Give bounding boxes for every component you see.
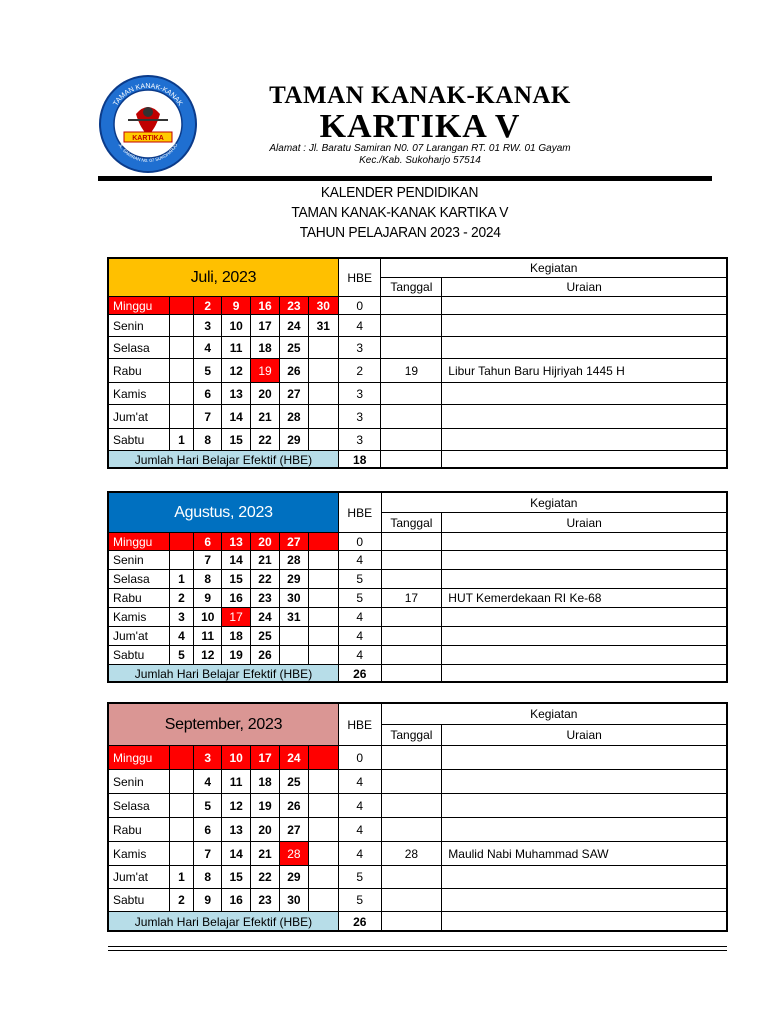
event-date [381,533,442,551]
day-name: Sabtu [109,646,170,665]
event-date [381,866,442,889]
hbe-total-value: 18 [338,451,381,469]
date-cell: 9 [222,297,250,315]
event-description [442,866,727,889]
day-row [109,551,727,570]
footer-divider [108,946,727,951]
date-cell: 31 [280,608,308,627]
day-name: Senin [109,551,170,570]
event-date [381,646,442,665]
day-row [109,842,727,866]
hbe-header: HBE [338,704,381,746]
date-cell: 20 [250,818,279,842]
day-row [109,315,727,337]
date-cell [169,551,193,570]
date-cell [308,608,338,627]
hbe-total-label: Jumlah Hari Belajar Efektif (HBE) [109,912,339,932]
day-name: Senin [109,315,170,337]
day-name: Kamis [109,383,170,405]
date-cell: 1 [169,866,193,889]
hbe-value: 4 [338,646,381,665]
calendar-heading-3: TAHUN PELAJARAN 2023 - 2024 [299,224,501,241]
day-row [109,405,727,429]
date-cell: 25 [280,337,308,359]
day-name: Jum'at [109,627,170,646]
event-date [381,889,442,912]
day-name: Jum'at [109,866,170,889]
date-cell [169,842,193,866]
day-row [109,646,727,665]
event-description [442,608,727,627]
date-cell: 2 [169,889,193,912]
date-cell [308,533,338,551]
date-cell: 30 [280,889,308,912]
event-date [381,429,442,451]
date-cell [308,383,338,405]
date-cell: 10 [194,608,222,627]
date-cell [169,794,193,818]
uraian-header: Uraian [442,513,727,533]
date-cell [308,627,338,646]
date-cell [169,359,193,383]
svg-text:JL. SAMIRAN N0. 07 SUKOHARJO: JL. SAMIRAN N0. 07 SUKOHARJO [117,142,179,164]
day-name: Senin [109,770,170,794]
event-date: 28 [381,842,442,866]
date-cell: 11 [194,627,222,646]
date-cell: 2 [194,297,222,315]
date-cell: 2 [169,589,193,608]
date-cell [308,646,338,665]
date-cell: 24 [280,315,308,337]
date-cell [308,551,338,570]
hbe-total-value: 26 [338,665,381,683]
address-line-2: Kec./Kab. Sukoharjo 57514 [359,155,481,166]
hbe-value: 5 [338,889,381,912]
date-cell: 24 [280,746,308,770]
event-description [442,818,727,842]
hbe-value: 4 [338,842,381,866]
date-cell: 1 [169,570,193,589]
hbe-value: 3 [338,405,381,429]
hbe-value: 4 [338,627,381,646]
hbe-header: HBE [338,493,381,533]
date-cell: 30 [280,589,308,608]
date-cell: 7 [194,842,222,866]
event-date [381,315,442,337]
event-date [381,627,442,646]
event-description: HUT Kemerdekaan RI Ke-68 [442,589,727,608]
date-cell: 18 [222,627,250,646]
event-description [442,383,727,405]
date-cell: 12 [222,794,250,818]
calendar-heading-2: TAMAN KANAK-KANAK KARTIKA V [291,204,509,221]
month-table [108,258,727,469]
date-cell: 20 [250,383,279,405]
date-cell: 21 [250,842,279,866]
event-description: Maulid Nabi Muhammad SAW [442,842,727,866]
date-cell: 16 [222,889,250,912]
date-cell: 12 [222,359,250,383]
date-cell: 11 [222,770,250,794]
month-table [108,703,727,932]
school-name-line1: TAMAN KANAK-KANAK [269,82,571,109]
event-date [381,551,442,570]
date-cell: 10 [222,315,250,337]
date-cell: 4 [194,337,222,359]
date-cell: 29 [280,866,308,889]
month-title: September, 2023 [109,704,339,746]
event-description [442,429,727,451]
date-cell: 9 [194,889,222,912]
date-cell: 6 [194,818,222,842]
date-cell: 17 [250,315,279,337]
date-cell: 5 [194,359,222,383]
empty-cell [381,665,442,683]
hbe-header: HBE [338,259,381,297]
hbe-value: 4 [338,794,381,818]
day-name: Selasa [109,794,170,818]
school-name-line2: KARTIKA V [319,108,521,145]
date-cell: 9 [194,589,222,608]
date-cell: 17 [222,608,250,627]
event-date [381,746,442,770]
hbe-value: 3 [338,429,381,451]
day-name: Minggu [109,533,170,551]
date-cell [308,770,338,794]
date-cell: 6 [194,383,222,405]
date-cell: 14 [222,842,250,866]
date-cell: 15 [222,570,250,589]
date-cell [169,746,193,770]
day-name: Kamis [109,842,170,866]
date-cell [308,746,338,770]
date-cell: 22 [250,429,279,451]
day-row [109,570,727,589]
event-date [381,383,442,405]
event-description [442,889,727,912]
day-name: Minggu [109,746,170,770]
empty-cell [442,665,727,683]
date-cell: 31 [308,315,338,337]
day-name: Rabu [109,589,170,608]
date-cell [308,337,338,359]
date-cell [308,842,338,866]
school-logo [98,74,198,174]
date-cell: 24 [250,608,279,627]
date-cell: 18 [250,770,279,794]
day-name: Selasa [109,570,170,589]
event-date: 17 [381,589,442,608]
event-date [381,337,442,359]
date-cell: 15 [222,866,250,889]
date-cell: 19 [222,646,250,665]
day-name: Selasa [109,337,170,359]
hbe-value: 4 [338,551,381,570]
date-cell: 5 [194,794,222,818]
hbe-value: 0 [338,297,381,315]
date-cell: 7 [194,551,222,570]
date-cell: 3 [194,746,222,770]
event-date [381,608,442,627]
hbe-value: 3 [338,383,381,405]
date-cell: 22 [250,866,279,889]
date-cell: 11 [222,337,250,359]
date-cell: 1 [169,429,193,451]
calendar-heading-1: KALENDER PENDIDIKAN [321,184,479,201]
date-cell: 23 [250,589,279,608]
event-description [442,746,727,770]
date-cell [308,866,338,889]
day-row [109,866,727,889]
tanggal-header: Tanggal [381,725,442,746]
day-row [109,533,727,551]
hbe-value: 5 [338,866,381,889]
date-cell: 8 [194,429,222,451]
date-cell: 27 [280,383,308,405]
hbe-value: 4 [338,608,381,627]
date-cell: 16 [222,589,250,608]
event-date [381,770,442,794]
month-title: Agustus, 2023 [109,493,339,533]
event-date [381,297,442,315]
date-cell [308,429,338,451]
date-cell: 28 [280,551,308,570]
event-description [442,297,727,315]
kegiatan-header: Kegiatan [381,704,726,725]
event-description: Libur Tahun Baru Hijriyah 1445 H [442,359,727,383]
day-row [109,746,727,770]
date-cell [308,589,338,608]
date-cell: 17 [250,746,279,770]
date-cell [169,297,193,315]
date-cell: 4 [194,770,222,794]
event-description [442,315,727,337]
school-address [210,143,630,167]
event-description [442,570,727,589]
date-cell [308,570,338,589]
event-description [442,405,727,429]
day-row [109,608,727,627]
hbe-value: 5 [338,570,381,589]
hbe-value: 0 [338,746,381,770]
date-cell: 28 [280,405,308,429]
svg-text:KARTIKA: KARTIKA [132,135,164,142]
hbe-total-label: Jumlah Hari Belajar Efektif (HBE) [109,665,339,683]
hbe-value: 4 [338,315,381,337]
date-cell: 28 [280,842,308,866]
date-cell: 16 [250,297,279,315]
empty-cell [442,912,727,932]
tanggal-header: Tanggal [381,278,442,297]
date-cell: 8 [194,866,222,889]
date-cell: 12 [194,646,222,665]
date-cell [169,818,193,842]
header-divider [98,176,712,181]
date-cell: 14 [222,405,250,429]
date-cell [169,337,193,359]
date-cell: 13 [222,818,250,842]
day-name: Sabtu [109,889,170,912]
day-row [109,337,727,359]
day-row [109,818,727,842]
event-date [381,570,442,589]
date-cell: 18 [250,337,279,359]
empty-cell [381,451,442,469]
event-description [442,551,727,570]
date-cell: 3 [169,608,193,627]
date-cell [169,315,193,337]
date-cell: 14 [222,551,250,570]
hbe-value: 0 [338,533,381,551]
day-row [109,383,727,405]
date-cell [169,533,193,551]
date-cell: 23 [250,889,279,912]
event-description [442,627,727,646]
day-name: Jum'at [109,405,170,429]
date-cell: 19 [250,794,279,818]
day-row [109,627,727,646]
uraian-header: Uraian [442,278,727,297]
kegiatan-header: Kegiatan [381,259,727,278]
day-name: Sabtu [109,429,170,451]
date-cell: 26 [280,359,308,383]
hbe-value: 4 [338,818,381,842]
date-cell: 21 [250,551,279,570]
date-cell: 3 [194,315,222,337]
date-cell: 29 [280,429,308,451]
date-cell: 19 [250,359,279,383]
date-cell [308,405,338,429]
address-line-1: Alamat : Jl. Baratu Samiran N0. 07 Larangan RT. 01 RW. 01 Gayam [269,143,571,154]
event-description [442,794,727,818]
date-cell [280,646,308,665]
date-cell: 25 [280,770,308,794]
date-cell: 27 [280,533,308,551]
day-row [109,297,727,315]
date-cell [169,770,193,794]
event-date [381,818,442,842]
date-cell: 22 [250,570,279,589]
date-cell: 6 [194,533,222,551]
empty-cell [381,912,442,932]
date-cell: 21 [250,405,279,429]
uraian-header: Uraian [442,725,727,746]
date-cell: 25 [250,627,279,646]
month-table [108,492,727,683]
date-cell [308,359,338,383]
date-cell [308,818,338,842]
day-row [109,889,727,912]
day-row [109,794,727,818]
day-row [109,770,727,794]
date-cell: 23 [280,297,308,315]
hbe-total-value: 26 [338,912,381,932]
date-cell: 8 [194,570,222,589]
hbe-value: 4 [338,770,381,794]
date-cell [169,383,193,405]
date-cell [169,405,193,429]
day-row [109,589,727,608]
hbe-value: 5 [338,589,381,608]
date-cell: 26 [280,794,308,818]
hbe-value: 3 [338,337,381,359]
kegiatan-header: Kegiatan [381,493,726,513]
day-name: Kamis [109,608,170,627]
date-cell: 30 [308,297,338,315]
date-cell: 13 [222,533,250,551]
svg-text:TAMAN KANAK-KANAK: TAMAN KANAK-KANAK [112,82,184,108]
date-cell [280,627,308,646]
month-title: Juli, 2023 [109,259,339,297]
date-cell: 26 [250,646,279,665]
day-name: Rabu [109,359,170,383]
tanggal-header: Tanggal [381,513,442,533]
date-cell: 15 [222,429,250,451]
event-date [381,794,442,818]
hbe-total-label: Jumlah Hari Belajar Efektif (HBE) [109,451,339,469]
date-cell: 27 [280,818,308,842]
empty-cell [442,451,727,469]
date-cell: 29 [280,570,308,589]
event-description [442,533,727,551]
date-cell: 10 [222,746,250,770]
day-name: Rabu [109,818,170,842]
event-date [381,405,442,429]
date-cell [308,794,338,818]
event-description [442,770,727,794]
date-cell: 20 [250,533,279,551]
event-description [442,646,727,665]
day-row [109,359,727,383]
day-row [109,429,727,451]
date-cell: 13 [222,383,250,405]
hbe-value: 2 [338,359,381,383]
date-cell [308,889,338,912]
event-description [442,337,727,359]
day-name: Minggu [109,297,170,315]
date-cell: 5 [169,646,193,665]
date-cell: 7 [194,405,222,429]
date-cell: 4 [169,627,193,646]
event-date: 19 [381,359,442,383]
